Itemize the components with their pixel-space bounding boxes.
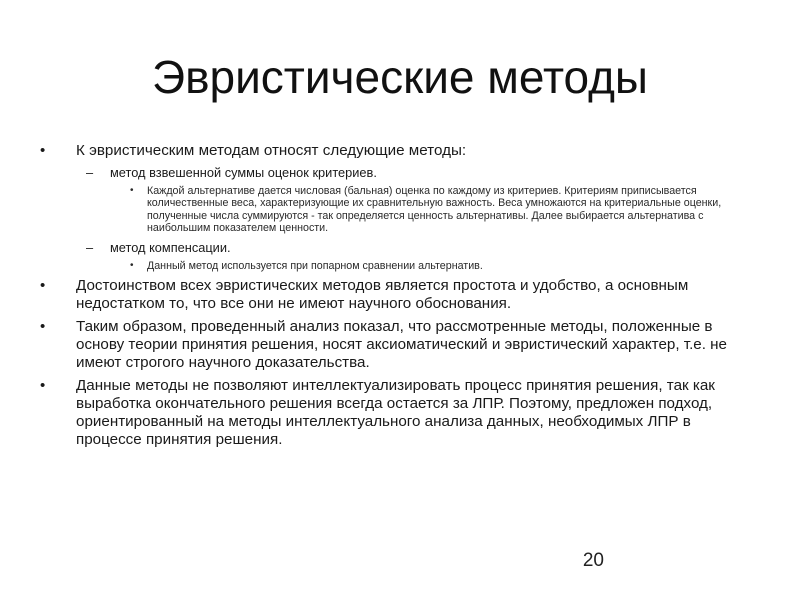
slide-content (40, 142, 730, 454)
bullet-text: Таким образом, проведенный анализ показал, что рассмотренные методы, положенные в основу теории принятия решения, носят аксиоматический и эвристический характер, т.е. не имеют строгого научного доказательства. (76, 318, 728, 372)
bullet-marker: • (40, 318, 46, 336)
bullet-text: К эвристическим методам относят следующие методы: (76, 142, 467, 159)
sub-bullet-text: метод компенсации. (110, 239, 231, 255)
sub-bullet-text: метод взвешенной суммы оценок критериев. (110, 165, 377, 180)
bullet-marker: • (130, 259, 134, 271)
sub-sub-bullet-item (40, 260, 730, 272)
bullet-marker: • (40, 277, 46, 295)
sub-sub-bullet-text: Данный метод используется при попарном сравнении альтернатив. (147, 259, 483, 272)
dash-marker: – (86, 239, 94, 255)
sub-bullet-item (40, 165, 730, 180)
dash-marker: – (86, 165, 94, 180)
sub-bullet-item (40, 240, 730, 255)
sub-sub-bullet-item (40, 185, 730, 235)
page-number: 20 (582, 550, 604, 571)
slide-title: Эвристические методы (152, 51, 648, 103)
bullet-item (40, 142, 730, 160)
bullet-marker: • (40, 377, 46, 395)
sub-sub-bullet-text: Каждой альтернативе дается числовая (бальная) оценка по каждому из критериев. Критериям приписывается количественные веса, характеризующие их сравнительную важность. Веса умножаются на критериальные оценки, полученные числа суммируются - так определяется ценность альтернативы. Далее выбирается альтернатива с наибольшим показателем ценности. (147, 185, 722, 235)
bullet-text: Данные методы не позволяют интеллектуализировать процесс принятия решения, так как выработка окончательного решения всегда остается за ЛПР. Поэтому, предложен подход, ориентированный на методы интеллектуального анализа данных, необходимых ЛПР в процессе принятия решения. (76, 377, 715, 449)
bullet-marker: • (130, 185, 134, 196)
bullet-marker: • (40, 142, 46, 159)
bullet-item (40, 277, 730, 313)
bullet-item (40, 318, 730, 372)
bullet-text: Достоинством всех эвристических методов является простота и удобство, а основным недостатком то, что все они не имеют научного обоснования. (76, 277, 689, 313)
bullet-item (40, 377, 730, 449)
